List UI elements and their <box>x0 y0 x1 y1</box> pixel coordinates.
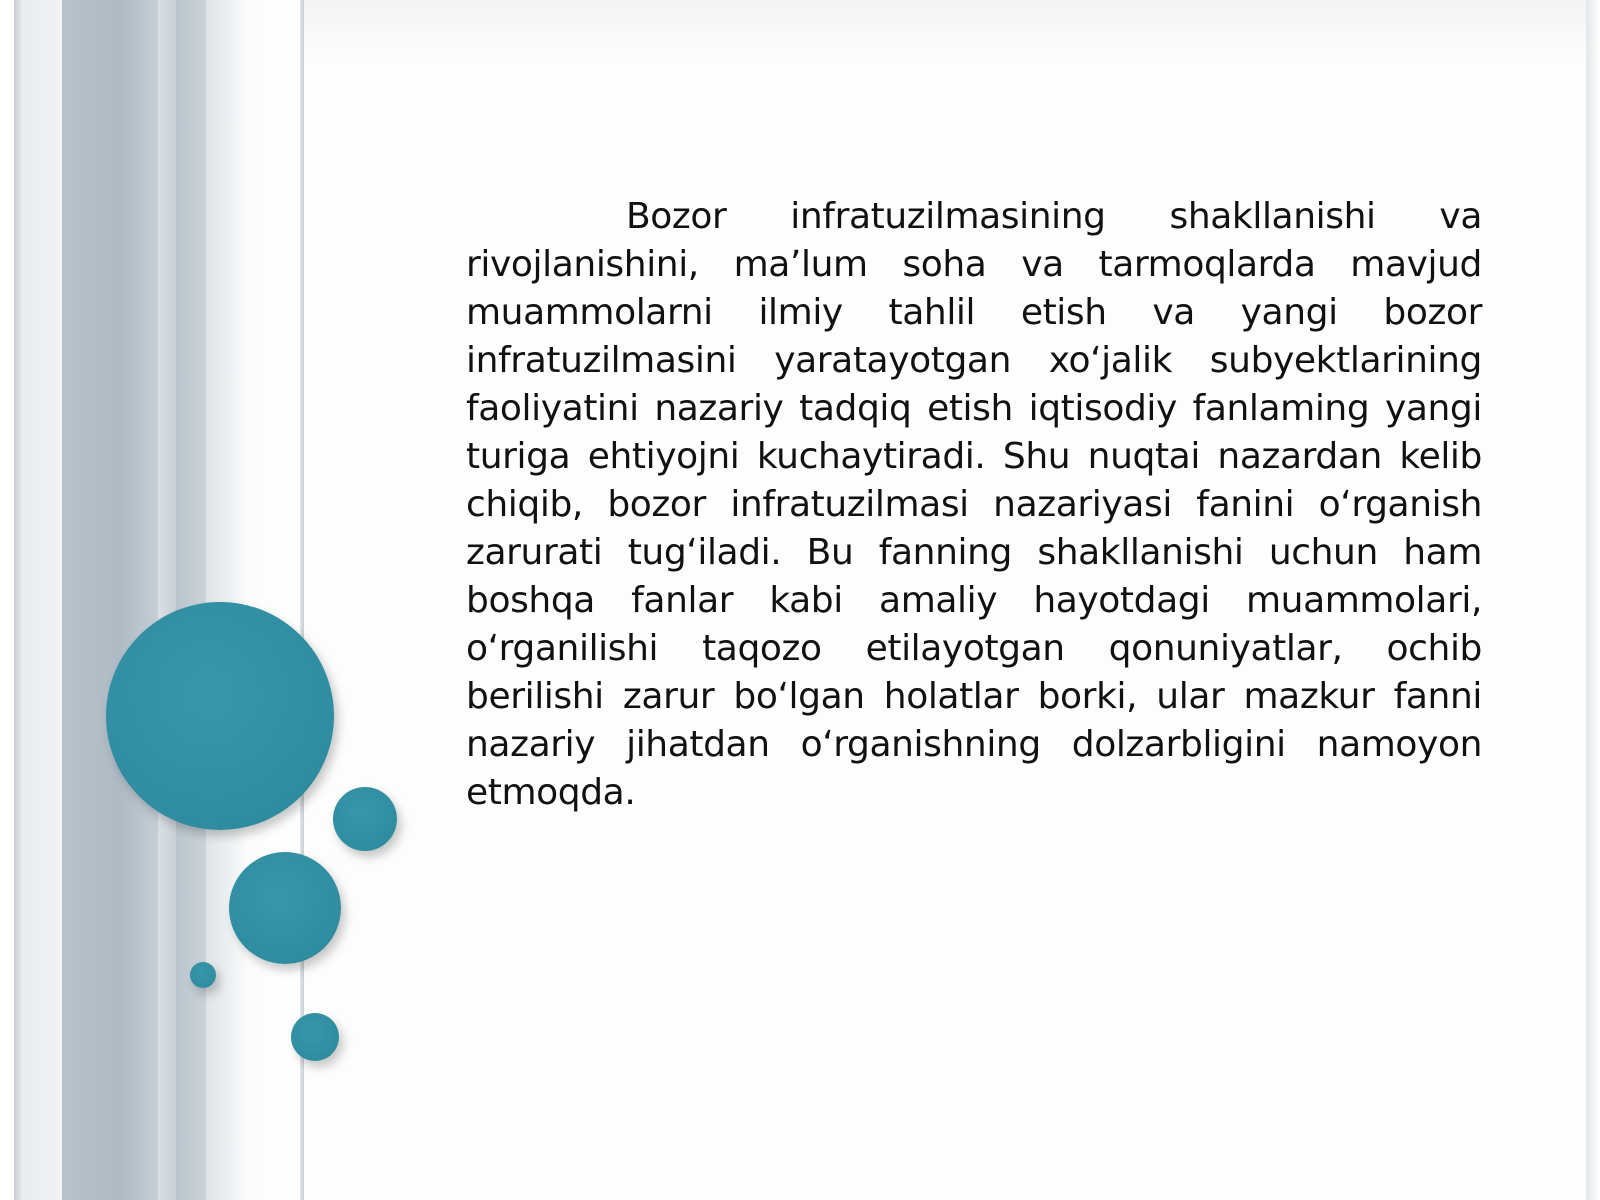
decor-circle-small <box>291 1013 339 1061</box>
decor-circle-medium <box>229 852 341 964</box>
body-paragraph: Bozor infratuzilmasining shakllanishi va rivojlanishini, ma’lum soha va tarmoqlarda mavjud muammolarni ilmiy tahlil etish va yangi bozor infratuzilmasini yaratayotgan xo‘jalik subyektlarining faoliyatini nazariy tadqiq etish iqtisodiy fanlaming yangi turiga ehtiyojni kuchaytiradi. Shu nuqtai nazardan kelib chiqib, bozor infratuzilmasi nazariyasi fanini o‘rganish zarurati tug‘iladi. Bu fanning shakllanishi uchun ham boshqa fanlar kabi amaliy hayotdagi muammolari, o‘rganilishi taqozo etilayotgan qonuniyatlar, ochib berilishi zarur bo‘lgan holatlar borki, ular mazkur fanni nazariy jihatdan o‘rganishning dolzarbligini namoyon etmoqda. <box>466 196 1482 813</box>
decor-circle-small <box>333 787 397 851</box>
decor-stripe <box>158 0 176 1200</box>
decor-stripe <box>206 0 246 1200</box>
decor-stripe <box>176 0 206 1200</box>
top-shadow <box>304 0 1586 60</box>
frame-right-edge <box>1586 0 1600 1200</box>
decor-stripe <box>62 0 158 1200</box>
frame-left-edge <box>0 0 14 1200</box>
decor-circle-large <box>106 602 334 830</box>
decor-stripe <box>246 0 300 1200</box>
decor-circle-tiny <box>190 962 216 988</box>
frame-left-line <box>14 0 22 1200</box>
